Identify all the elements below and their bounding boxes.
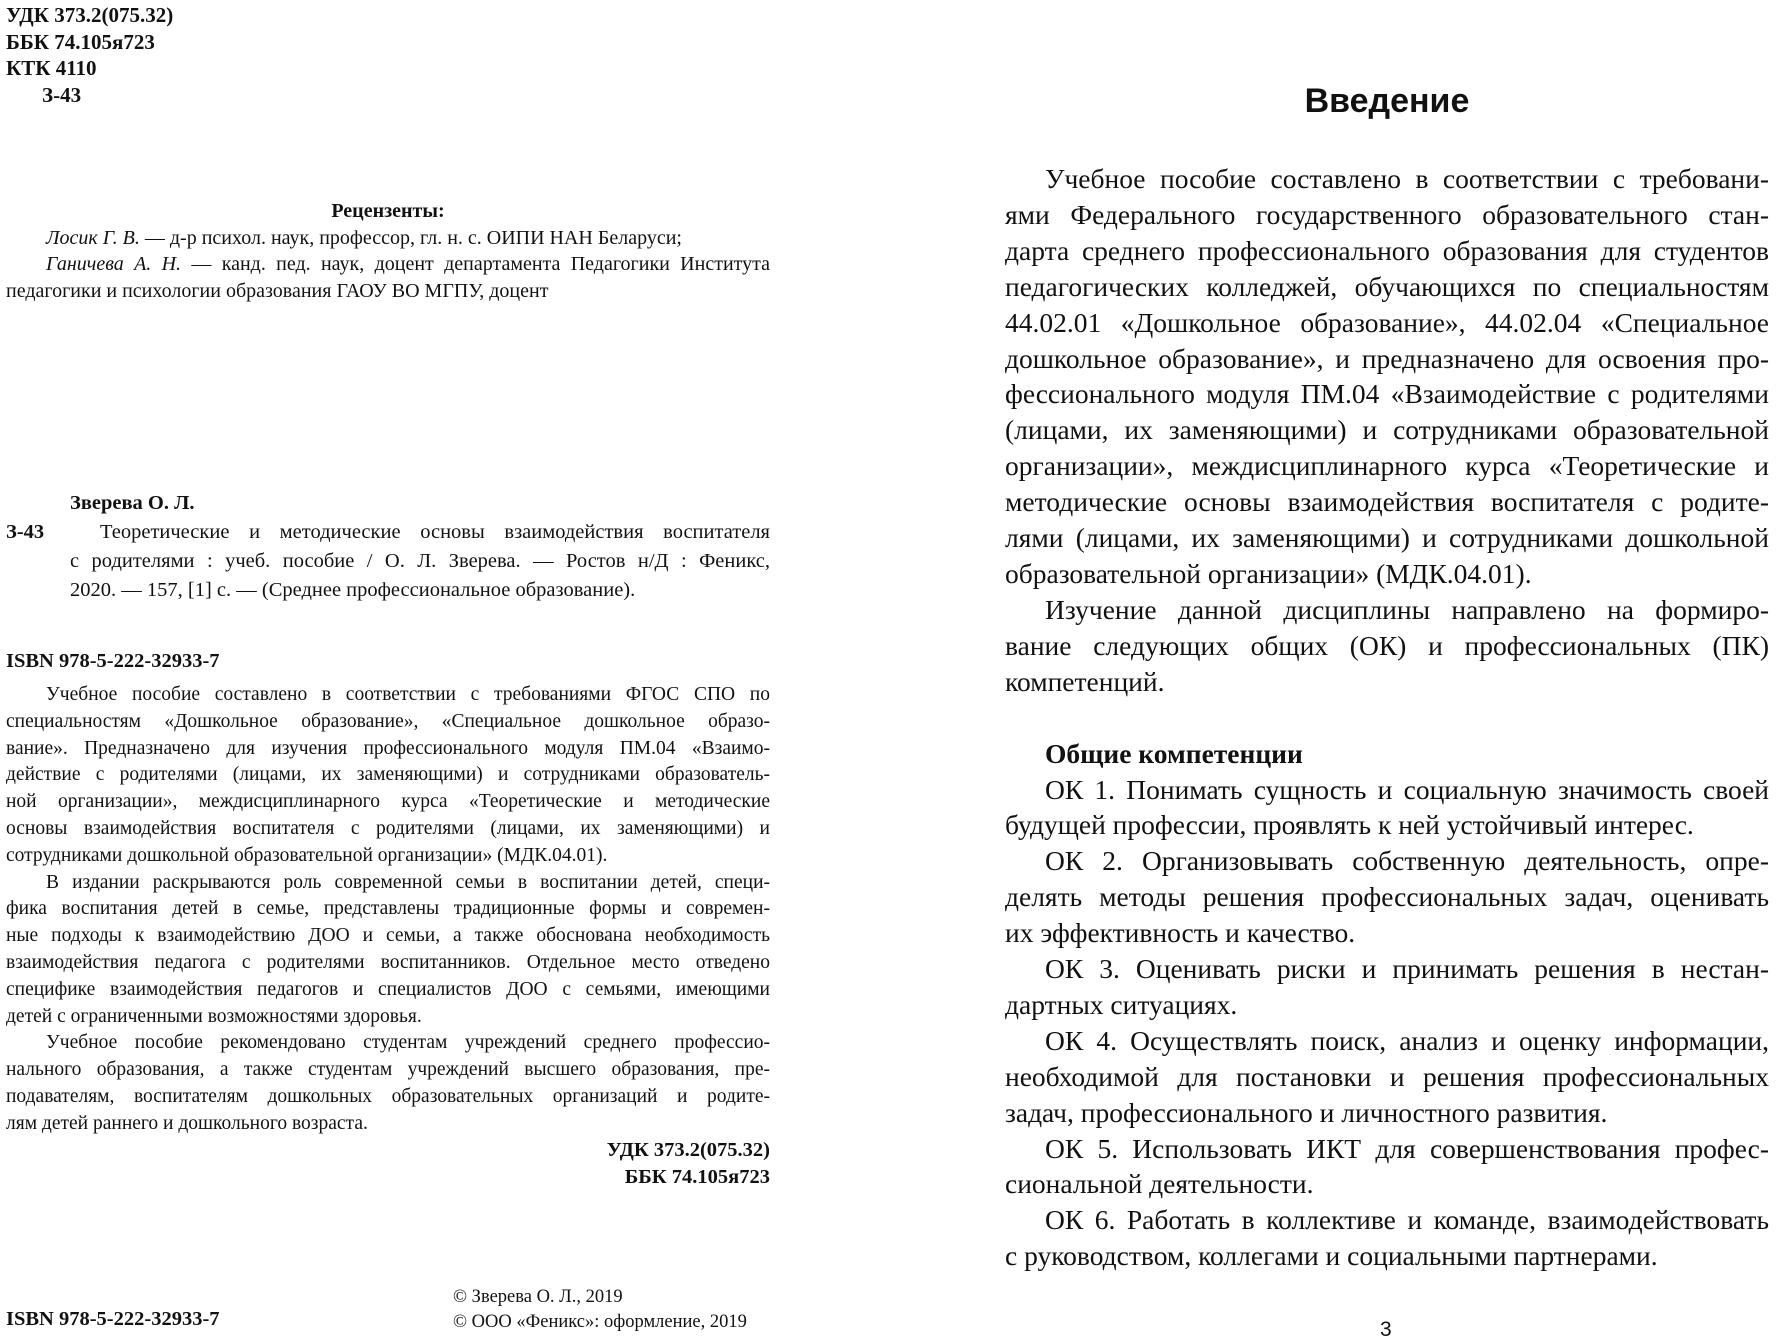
abstract-line: подавателям, воспитателям дошкольных образовательных организаций и родите- bbox=[6, 1085, 770, 1107]
intro-line: дарта среднего профессионального образования для студентов bbox=[1005, 234, 1769, 266]
competency-line: дартных ситуациях. bbox=[1005, 988, 1238, 1020]
ktk-code: КТК 4110 bbox=[6, 56, 97, 81]
intro-line: педагогических колледжей, обучающихся по специальностям bbox=[1005, 270, 1769, 302]
intro-line: лями (лицами, их заменяющими) и сотрудниками дошкольной bbox=[1005, 522, 1769, 554]
competency-line: ОК 5. Использовать ИКТ для совершенствования профес- bbox=[1045, 1132, 1769, 1164]
biblio-line: 2020. — 157, [1] с. — (Среднее профессиональное образование). bbox=[70, 579, 636, 601]
abstract-line: взаимодействия педагога с родителями воспитанников. Отдельное место отведено bbox=[6, 951, 770, 973]
abstract-line: ные подходы к взаимодействию ДОО и семьи, а также обоснована необходимость bbox=[6, 925, 770, 947]
intro-line: образовательной организации» (МДК.04.01). bbox=[1005, 557, 1532, 589]
page-number: 3 bbox=[1380, 1318, 1392, 1341]
competencies-heading: Общие компетенции bbox=[1045, 737, 1303, 769]
author-sign: З-43 bbox=[42, 82, 82, 107]
competency-line: их эффективность и качество. bbox=[1005, 917, 1356, 949]
intro-line: (лицами, их заменяющими) и сотрудниками образовательной bbox=[1005, 414, 1769, 446]
biblio-line: с родителями : учеб. пособие / О. Л. Зверева. — Ростов н/Д : Феникс, bbox=[70, 550, 770, 572]
abstract-line: Учебное пособие составлено в соответствии с требованиями ФГОС СПО по bbox=[46, 684, 770, 705]
copyright bbox=[453, 1285, 747, 1335]
reviewer-details: педагогики и психологии образования ГАОУ ВО МГПУ, доцент bbox=[6, 279, 549, 302]
catalog-key: З-43 bbox=[6, 521, 45, 543]
competency-line: ОК 1. Понимать сущность и социальную значимость своей bbox=[1045, 773, 1769, 805]
intro-line: компетенций. bbox=[1005, 665, 1165, 697]
abstract-line: сотрудниками дошкольной образовательной организации» (МДК.04.01). bbox=[6, 844, 608, 866]
bibliographic-record bbox=[6, 489, 770, 605]
intro-line: организации», междисциплинарного курса «Теоретические и bbox=[1005, 450, 1769, 482]
section-gap bbox=[1005, 700, 1769, 736]
copyright-publisher: © ООО «Феникс»: оформление, 2019 bbox=[453, 1312, 747, 1332]
abstract-line: лям детей раннего и дошкольного возраста. bbox=[6, 1112, 368, 1134]
copyright-author: © Зверева О. Л., 2019 bbox=[453, 1287, 623, 1307]
isbn-top: ISBN 978-5-222-32933-7 bbox=[6, 650, 220, 672]
competency-line: ОК 6. Работать в коллективе и команде, взаимодействовать bbox=[1045, 1204, 1769, 1236]
classification-codes bbox=[6, 2, 173, 108]
intro-line: 44.02.01 «Дошкольное образование», 44.02.04 «Специальное bbox=[1005, 306, 1769, 338]
reviewer-line bbox=[6, 225, 770, 252]
reviewer-line bbox=[6, 278, 770, 305]
intro-line: дошкольное образование», и предназначено для освоения про- bbox=[1005, 342, 1769, 374]
abstract-line: фика воспитания детей в семье, представлены традиционные формы и современ- bbox=[6, 898, 770, 920]
udk-code: УДК 373.2(075.32) bbox=[6, 3, 174, 27]
abstract-line: специальностям «Дошкольное образование», «Специальное дошкольное образо- bbox=[6, 710, 770, 732]
abstract-line: специфике взаимодействия педагогов и специалистов ДОО с семьями, имеющими bbox=[6, 978, 770, 1000]
reviewer-name: Ганичева А. Н. bbox=[46, 253, 182, 276]
biblio-line: Теоретические и методические основы взаимодействия воспитателя bbox=[100, 521, 770, 543]
competency-line: ОК 2. Организовывать собственную деятельность, опре- bbox=[1045, 845, 1769, 877]
abstract-line: ной организации», междисциплинарного курса «Теоретические и методические bbox=[6, 791, 770, 813]
abstract-line: вание». Предназначено для изучения профессионального модуля ПМ.04 «Взаимо- bbox=[6, 737, 770, 759]
abstract-line: детей с ограниченными возможностями здоровья. bbox=[6, 1005, 422, 1027]
introduction-body bbox=[1005, 161, 1769, 1274]
bbk-code: ББК 74.105я723 bbox=[6, 29, 155, 54]
reviewer-details: — канд. пед. наук, доцент департамента Педагогики Института bbox=[181, 253, 770, 276]
abstract-line: В издании раскрываются роль современной семьи в воспитании детей, специ- bbox=[46, 871, 770, 893]
competency-line: сиональной деятельности. bbox=[1005, 1168, 1314, 1200]
isbn-bottom: ISBN 978-5-222-32933-7 bbox=[6, 1308, 220, 1330]
competency-line: ОК 4. Осуществлять поиск, анализ и оценку информации, bbox=[1045, 1024, 1769, 1056]
competency-line: необходимой для постановки и решения профессиональных bbox=[1005, 1060, 1769, 1092]
competency-line: с руководством, коллегами и социальными партнерами. bbox=[1005, 1240, 1658, 1272]
competency-line: ОК 3. Оценивать риски и принимать решения в нестан- bbox=[1045, 953, 1769, 985]
competency-line: задач, профессионального и личностного развития. bbox=[1005, 1096, 1608, 1128]
reviewers-title: Рецензенты: bbox=[331, 200, 445, 222]
intro-line: фессионального модуля ПМ.04 «Взаимодействие с родителями bbox=[1005, 378, 1769, 410]
reviewer-details: — д-р психол. наук, профессор, гл. н. с. ОИПИ НАН Беларуси; bbox=[139, 226, 682, 249]
intro-line: ями Федерального государственного образовательного стан- bbox=[1005, 198, 1769, 230]
reviewers-block bbox=[6, 198, 770, 304]
classification-bottom bbox=[607, 1137, 770, 1191]
bbk-code: ББК 74.105я723 bbox=[624, 1166, 770, 1188]
page-heading: Введение bbox=[1304, 82, 1470, 120]
intro-line: вание следующих общих (ОК) и профессиональных (ПК) bbox=[1005, 629, 1769, 661]
udk-code: УДК 373.2(075.32) bbox=[606, 1139, 770, 1161]
abstract-line: Учебное пособие рекомендовано студентам учреждений среднего профессио- bbox=[46, 1032, 770, 1054]
intro-line: методические основы взаимодействия воспитателя с родите- bbox=[1005, 486, 1769, 518]
intro-line: Учебное пособие составлено в соответствии с требовани- bbox=[1045, 163, 1769, 194]
abstract-line: нального образования, а также студентам учреждений высшего образования, пре- bbox=[6, 1059, 770, 1081]
abstract-line: основы взаимодействия воспитателя с родителями (лицами, их заменяющими) и bbox=[6, 817, 770, 839]
intro-line: Изучение данной дисциплины направлено на формиро- bbox=[1045, 593, 1769, 625]
reviewer-name: Лосик Г. В. bbox=[46, 226, 140, 249]
reviewer-line bbox=[6, 251, 770, 278]
author-name: Зверева О. Л. bbox=[70, 492, 195, 514]
abstract bbox=[6, 682, 770, 1138]
abstract-line: действие с родителями (лицами, их заменяющими) и сотрудниками образователь- bbox=[6, 764, 770, 786]
competency-line: будущей профессии, проявлять к ней устойчивый интерес. bbox=[1005, 809, 1694, 841]
competency-line: делять методы решения профессиональных задач, оценивать bbox=[1005, 881, 1769, 913]
